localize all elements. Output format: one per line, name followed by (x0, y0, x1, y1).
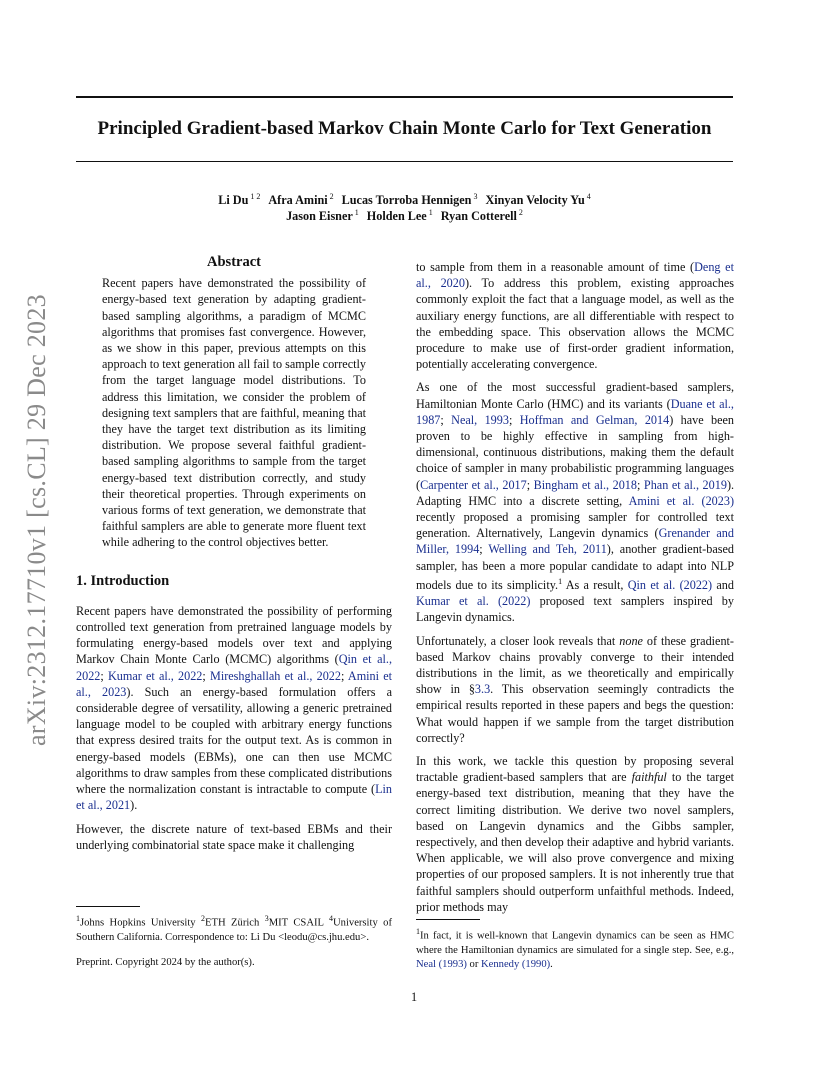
author-name: Ryan Cotterell $^2$ (440, 208, 523, 224)
emphasis: faithful (631, 770, 667, 785)
citation-link[interactable]: Hoffman and Gelman, 2014 (519, 412, 670, 427)
citation-link[interactable]: Bingham et al., 2018 (533, 477, 637, 492)
right-paragraph-2: As one of the most successful gradient-based samplers, Hamiltonian Monte Carlo (HMC) and its variants (Duane et al., 1987; Neal, 1993; Hoffman and Gelman, 2014) have been proven to be highly effective in sampling from high-dimensional, continuous distributions, making them the default choice of sampler in many probabilistic programming languages (Carpenter et al., 2017; Bingham et al., 2018; Phan et al., 2019). Adapting HMC into a discrete setting, Amini et al. (2023) recently proposed a promising sampler for controlled text generation. Alternatively, Langevin dynamics (Grenander and Miller, 1994; Welling and Teh, 2011), another gradient-based sampler, has been a more popular candidate to adapt into NLP models due to its simplicity.$^1$ As a result, Qin et al. (2022) and Kumar et al. (2022) proposed text samplers inspired by Langevin dynamics. (416, 380, 735, 625)
title-rule-bottom (76, 161, 733, 162)
citation-link[interactable]: Neal (1993) (416, 958, 467, 970)
citation-link[interactable]: Amini et al. (2023) (628, 493, 735, 508)
affiliation-marker: 1 2 (248, 192, 261, 201)
citation-link[interactable]: Phan et al., 2019 (643, 477, 727, 492)
right-paragraph-3: Unfortunately, a closer look reveals that none of these gradient-based Markov chains provably converge to their intended distributions in the limit, as we theoretically and empirically show in §3.3. This observation seemingly contradicts the empirical results reported in these papers and begs the question: What would happen if we sample from the target distribution correctly? (416, 633, 734, 745)
superscript-marker: 1 (416, 927, 420, 936)
citation-link[interactable]: Qin et al. (2022) (627, 577, 713, 592)
affiliation-marker: 1 (426, 208, 433, 217)
author-name: Li Du $^{1 2}$ (218, 192, 261, 208)
citation-link[interactable]: Grenander and Miller, 1994 (416, 526, 734, 557)
emphasis: none (619, 633, 643, 648)
author-name: Jason Eisner $^1$ (286, 208, 359, 224)
right-column (416, 259, 734, 922)
affiliation-marker: 2 (516, 208, 523, 217)
page-number: 1 (410, 990, 418, 1004)
affiliation-marker: 2 (327, 192, 334, 201)
citation-link[interactable]: Qin et al., 2022 (76, 652, 392, 683)
superscript-marker: 2 (201, 914, 206, 923)
citation-link[interactable]: Kennedy (1990) (481, 958, 551, 970)
superscript-marker: 4 (329, 914, 334, 923)
author-name: Afra Amini $^2$ (268, 192, 334, 208)
affiliation-marker: 4 (584, 192, 591, 201)
langevin-footnote (416, 909, 734, 972)
citation-link[interactable]: 3.3 (474, 682, 491, 697)
superscript-marker: 1 (558, 576, 563, 586)
citation-link[interactable]: Amini et al., 2023 (76, 668, 393, 699)
arxiv-identifier: arXiv:2312.17710v1 [cs.CL] 29 Dec 2023 (22, 294, 51, 746)
citation-link[interactable]: Duane et al., 1987 (416, 396, 734, 427)
citation-link[interactable]: Neal, 1993 (451, 412, 509, 427)
author-name: Holden Lee $^1$ (366, 208, 433, 224)
citation-link[interactable]: Carpenter et al., 2017 (420, 477, 527, 492)
superscript-marker: 1 (76, 914, 80, 923)
citation-link[interactable]: Lin et al., 2021 (76, 782, 392, 813)
affiliation-footnote (76, 896, 392, 945)
affiliation-marker: 1 (352, 208, 359, 217)
preprint-notice: Preprint. Copyright 2024 by the author(s). (76, 957, 255, 968)
citation-link[interactable]: Mireshghallah et al., 2022 (209, 668, 341, 683)
footnote-rule (416, 919, 480, 920)
citation-link[interactable]: Kumar et al., 2022 (107, 668, 203, 683)
intro-paragraph-1: Recent papers have demonstrated the possibility of performing controlled text generation from pretrained language models by formulating energy-based models over text and applying Markov Chain Monte Carlo (MCMC) algorithms (Qin et al., 2022; Kumar et al., 2022; Mireshghallah et al., 2022; Amini et al., 2023). Such an energy-based formulation offers a considerable degree of versatility, allowing a generic pretrained language model to be coupled with arbitrary energy functions that express desired traits for the output text. As is common in energy-based models (EBMs), one can then use MCMC algorithms to draw samples from these complicated distributions where the normalization constant is intractable to compute (Lin et al., 2021). (76, 603, 393, 813)
paper-title: Principled Gradient-based Markov Chain Monte Carlo for Text Generation (97, 118, 712, 139)
left-column (76, 254, 392, 860)
abstract-section (76, 254, 392, 551)
author-name: Lucas Torroba Hennigen $^3$ (341, 192, 478, 208)
footnote-rule (76, 906, 140, 907)
author-list-line-1 (76, 192, 733, 208)
title-rule-top (76, 96, 733, 98)
right-paragraph-1: to sample from them in a reasonable amount of time (Deng et al., 2020). To address this problem, existing approaches commonly exploit the fact that a language model, as well as the auxiliary energy functions, are all differentiable with respect to the embedding space. This observation allows the MCMC procedure to make use of first-order gradient information, potentially accelerating convergence. (416, 260, 734, 372)
citation-link[interactable]: Deng et al., 2020 (416, 260, 734, 291)
right-paragraph-4: In this work, we tackle this question by proposing several tractable gradient-based samplers that are faithful to the target energy-based text distribution, meaning that they have the correct limiting distribution. We derive two novel samplers, based on Langevin dynamics and the Gibbs sampler, respectively, and then develop their adaptive and hybrid variants. When applicable, we will also prove convergence and mixing properties of our proposed samplers. It is not inherently true that faithful samplers should outperform unfaithful methods. Indeed, prior methods may (416, 753, 734, 914)
affiliation-marker: 3 (471, 192, 478, 201)
citation-link[interactable]: Kumar et al. (2022) (416, 594, 531, 609)
citation-link[interactable]: Welling and Teh, 2011 (488, 542, 607, 557)
footnote-text: $^1$In fact, it is well-known that Langevin dynamics can be seen as HMC where the Hamiltonian dynamics are simulated for a single step. See, e.g., Neal (1993) or Kennedy (1990). (416, 927, 734, 970)
author-list-line-2 (76, 208, 733, 224)
affiliation-text: $^1$Johns Hopkins University $^2$ETH Zürich $^3$MIT CSAIL $^4$University of Southern California. Correspondence to: Li Du <leodu@cs.jhu.edu>. (76, 914, 392, 943)
abstract-text: Recent papers have demonstrated the possibility of energy-based text generation by adapting gradient-based sampling algorithms, a paradigm of MCMC algorithms that promises fast convergence. However, as we show in this paper, previous attempts on this approach to text generation all fail to sample correctly from the target language model distributions. To address this limitation, we consider the problem of designing text samplers that are faithful, meaning that they have the target text distribution as its limiting distribution. We propose several faithful gradient-based sampling algorithms to sample from the target energy-based text distribution correctly, and study their theoretical properties. Through experiments on various forms of text generation, we demonstrate that faithful samplers are able to generate more fluent text while adhering to the control objectives better. (102, 276, 366, 550)
author-name: Xinyan Velocity Yu $^4$ (485, 192, 591, 208)
abstract-heading: Abstract (207, 254, 261, 270)
introduction-heading: 1. Introduction (76, 572, 170, 589)
intro-paragraph-2: However, the discrete nature of text-based EBMs and their underlying combinatorial state space make it challenging (76, 821, 392, 852)
superscript-marker: 3 (264, 914, 269, 923)
